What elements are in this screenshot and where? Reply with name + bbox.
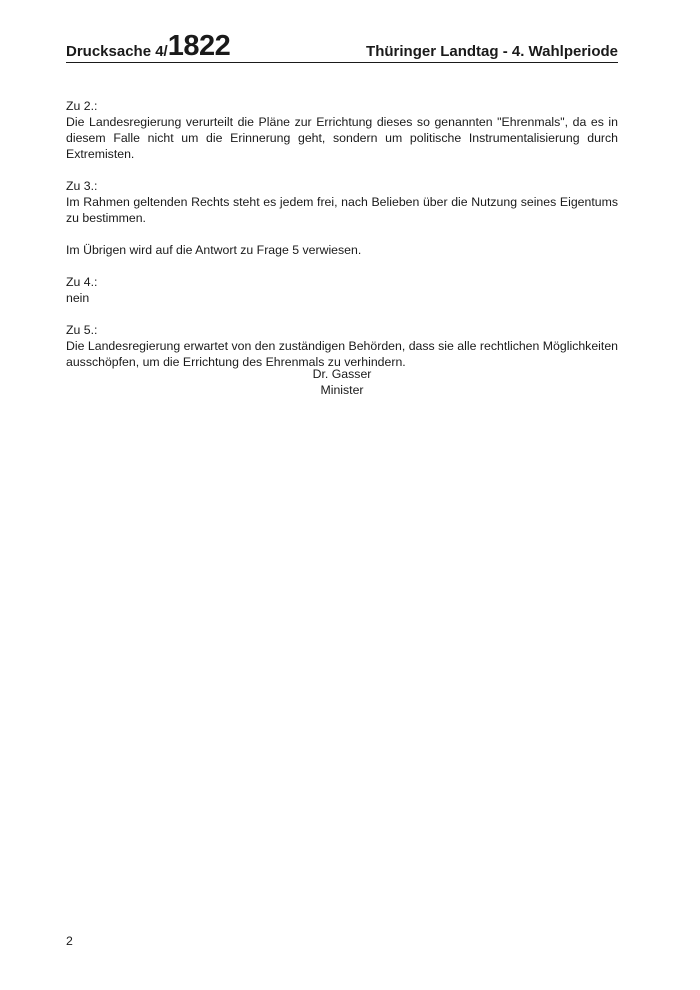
signatory-title: Minister [320,383,364,397]
section-heading: Zu 3.: [66,179,98,193]
section-heading: Zu 4.: [66,275,98,289]
document-body [66,98,618,386]
document-prefix: Drucksache 4/ [66,43,168,60]
signature-block [66,366,618,398]
answer-section-2 [66,98,618,162]
page-header [66,28,618,63]
answer-section-3-reference [66,242,618,258]
section-text: Die Landesregierung erwartet von den zuständigen Behörden, dass sie alle rechtlichen Möglichkeiten ausschöpfen, um die Errichtung des Ehrenmals zu verhindern. [66,339,618,369]
section-text: Die Landesregierung verurteilt die Pläne zur Errichtung dieses so genannten "Ehrenmals", da es in diesem Falle nicht um die Erinnerung geht, sondern um politische Instrumentalisierung durch Extremisten. [66,115,618,161]
section-text: Im Rahmen geltenden Rechts steht es jedem frei, nach Belieben über die Nutzung seines Eigentums zu bestimmen. [66,195,618,225]
section-heading: Zu 2.: [66,99,98,113]
section-text: nein [66,291,90,305]
answer-section-3 [66,178,618,226]
answer-section-4 [66,274,618,306]
signatory-name: Dr. Gasser [312,367,372,381]
document-id [66,32,230,62]
parliament-title: Thüringer Landtag - 4. Wahlperiode [366,43,618,60]
page-number: 2 [66,934,73,948]
section-text: Im Übrigen wird auf die Antwort zu Frage 5 verwiesen. [66,243,362,257]
answer-section-5 [66,322,618,370]
section-heading: Zu 5.: [66,323,98,337]
document-number: 1822 [167,30,231,62]
